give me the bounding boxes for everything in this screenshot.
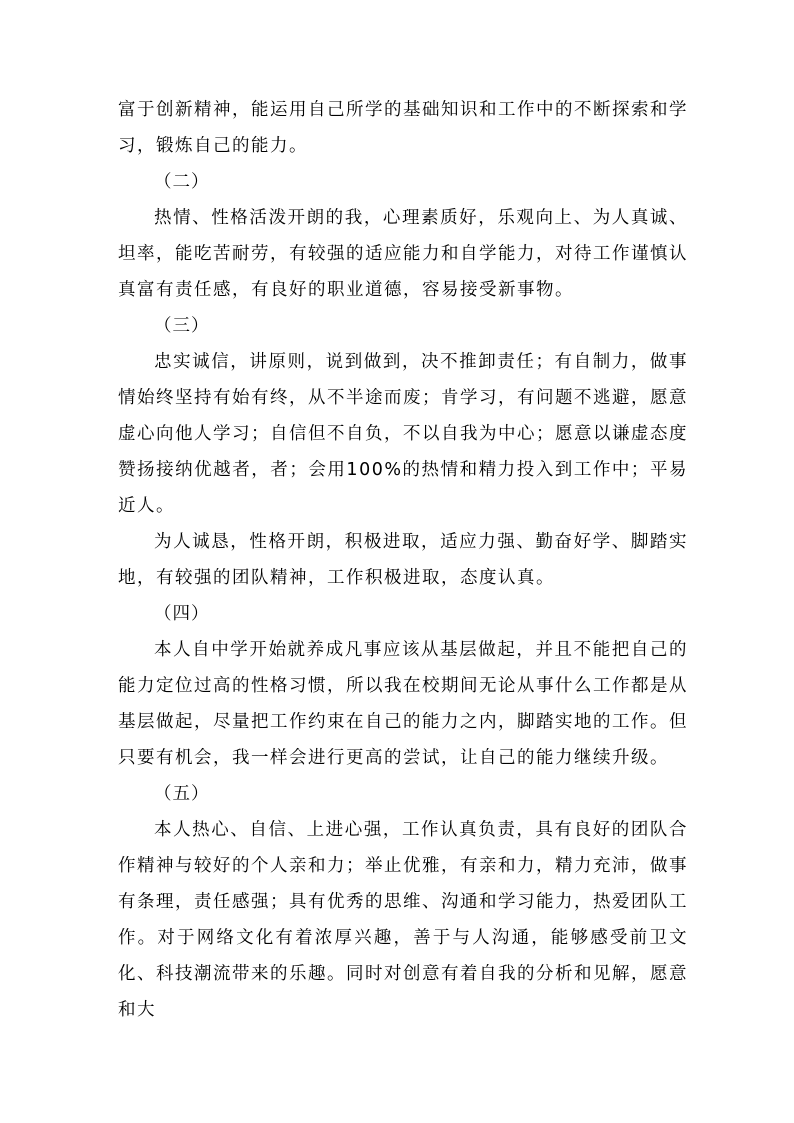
section-heading-5: （五）: [154, 784, 210, 804]
paragraph-1: 富于创新精神，能运用自己所学的基础知识和工作中的不断探索和学习，锻炼自己的能力。: [118, 100, 688, 156]
section-heading-3: （三）: [154, 316, 210, 336]
section-heading-4: （四）: [154, 604, 210, 624]
paragraph-6: 本人热心、自信、上进心强，工作认真负责，具有良好的团队合作精神与较好的个人亲和力；举止优雅，有亲和力，精力充沛，做事有条理，责任感强；具有优秀的思维、沟通和学习能力，热爱团队工作。对于网络文化有着浓厚兴趣，善于与人沟通，能够感受前卫文化、科技潮流带来的乐趣。同时对创意有着自我的分析和见解，愿意和大: [118, 820, 688, 1020]
paragraph-4: 为人诚恳，性格开朗，积极进取，适应力强、勤奋好学、脚踏实地，有较强的团队精神，工作积极进取，态度认真。: [118, 532, 688, 588]
paragraph-5: 本人自中学开始就养成凡事应该从基层做起，并且不能把自己的能力定位过高的性格习惯，所以我在校期间无论从事什么工作都是从基层做起，尽量把工作约束在自己的能力之内，脚踏实地的工作。但只要有机会，我一样会进行更高的尝试，让自己的能力继续升级。: [118, 640, 688, 768]
section-heading-2: （二）: [154, 172, 210, 192]
paragraph-2: 热情、性格活泼开朗的我，心理素质好，乐观向上、为人真诚、坦率，能吃苦耐劳，有较强的适应能力和自学能力，对待工作谨慎认真富有责任感，有良好的职业道德，容易接受新事物。: [118, 208, 688, 300]
paragraph-3: 忠实诚信，讲原则，说到做到，决不推卸责任；有自制力，做事情始终坚持有始有终，从不半途而废；肯学习，有问题不逃避，愿意虚心向他人学习；自信但不自负，不以自我为中心；愿意以谦虚态度赞扬接纳优越者，者；会用100%的热情和精力投入到工作中；平易近人。: [118, 352, 688, 516]
